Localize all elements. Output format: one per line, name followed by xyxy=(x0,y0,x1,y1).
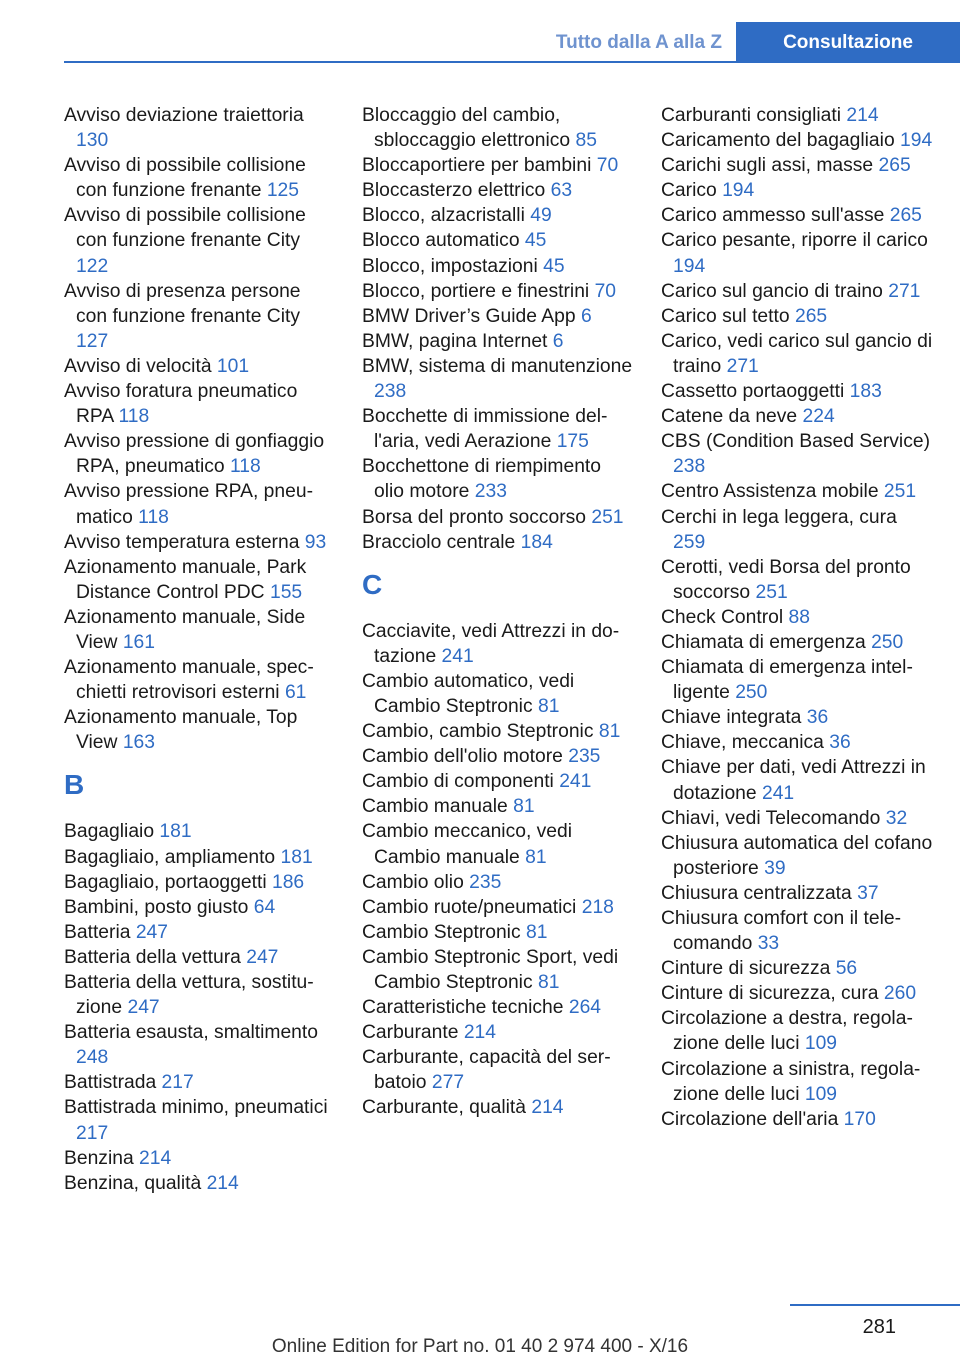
page-link[interactable]: 49 xyxy=(530,205,552,227)
page-link[interactable]: 81 xyxy=(598,721,621,743)
index-entry-text: Cambio Steptronic xyxy=(362,921,521,943)
index-entry-text: Cassetto portaoggetti xyxy=(661,381,845,403)
index-entry xyxy=(362,153,634,178)
page-link[interactable]: 37 xyxy=(857,882,879,904)
page-link[interactable]: 170 xyxy=(843,1108,876,1130)
index-entry xyxy=(362,995,634,1020)
index-entry xyxy=(362,920,634,945)
index-entry-text: Avviso pressione RPA, pneumatico xyxy=(64,481,313,528)
index-entry-text: Chiave per dati, vedi Attrezzi in dotazione xyxy=(661,757,926,804)
index-entry xyxy=(64,1070,336,1095)
index-entry xyxy=(362,895,634,920)
index-entry xyxy=(362,819,634,869)
page-link[interactable]: 122 xyxy=(76,255,109,277)
index-entry-text: Cambio dell'olio motore xyxy=(362,746,563,768)
page-link[interactable]: 248 xyxy=(76,1047,109,1069)
index-entry xyxy=(64,1171,336,1196)
index-entry-text: Batteria della vettura, sostituzione xyxy=(64,972,314,1019)
index-entry xyxy=(64,655,336,705)
index-entry-text: BMW, sistema di manutenzione xyxy=(362,355,633,377)
index-entry xyxy=(64,1020,336,1070)
index-entry xyxy=(661,705,933,730)
index-entry-text: Bocchette di immissione dell'aria, vedi Aerazione xyxy=(362,406,608,453)
index-entry-text: Blocco automatico xyxy=(362,230,520,252)
page-link[interactable]: 109 xyxy=(804,1083,838,1105)
page-link[interactable]: 183 xyxy=(849,381,882,403)
index-entry-text: Bracciolo centrale xyxy=(362,531,516,553)
page-link[interactable]: 81 xyxy=(513,796,535,818)
index-entry xyxy=(661,178,933,203)
index-entry-text: Avviso foratura pneumatico RPA xyxy=(64,381,298,428)
index-entry-text: Carburanti consigliati xyxy=(661,105,842,126)
index-entry xyxy=(661,304,933,329)
index-entry-text: Cambio olio xyxy=(362,871,464,893)
index-entry xyxy=(661,831,933,881)
page-link[interactable]: 81 xyxy=(525,921,548,943)
index-entry xyxy=(362,870,634,895)
header-chapter-tab[interactable]: Consultazione xyxy=(736,22,960,63)
index-entry xyxy=(362,794,634,819)
index-entry xyxy=(64,153,336,203)
index-entry xyxy=(661,1057,933,1107)
index-entry-text: Circolazione a sinistra, regolazione delle luci xyxy=(661,1058,921,1105)
index-entry xyxy=(362,178,634,203)
index-entry-text: Chiave integrata xyxy=(661,707,802,729)
index-entry-text: Cerotti, vedi Borsa del pronto soccorso xyxy=(661,556,911,603)
index-entry-text: Borsa del pronto soccorso xyxy=(362,506,586,528)
index-entry xyxy=(362,279,634,304)
index-entry xyxy=(661,981,933,1006)
page-link[interactable]: 64 xyxy=(253,896,276,918)
index-entry xyxy=(661,956,933,981)
index-column-1 xyxy=(64,103,336,1196)
index-entry xyxy=(661,203,933,228)
index-entry-text: Azionamento manuale, Top View xyxy=(64,707,298,754)
index-entry xyxy=(64,279,336,354)
page-link[interactable]: 88 xyxy=(788,606,810,628)
page-link[interactable]: 81 xyxy=(537,695,560,717)
page-link[interactable]: 235 xyxy=(469,871,502,893)
index-entry-text: Carico sul tetto xyxy=(661,305,790,327)
index-column-2 xyxy=(362,103,634,1121)
page-link[interactable]: 70 xyxy=(594,280,617,302)
index-entry-text: Cambio Steptronic Sport, vedi Cambio Steptronic xyxy=(362,946,619,993)
index-entry-text: Avviso di presenza persone con funzione frenante City xyxy=(64,280,301,327)
index-entry xyxy=(661,404,933,429)
index-entry-text: Avviso deviazione traiettoria xyxy=(64,105,304,126)
index-entry-text: Bocchettone di riempimento olio motore xyxy=(362,456,602,503)
index-entry-text: Cinture di sicurezza xyxy=(661,958,831,980)
page-link[interactable]: 70 xyxy=(596,155,619,177)
index-entry xyxy=(362,719,634,744)
index-entry xyxy=(362,1045,634,1095)
index-entry-text: Carico pesante, riporre il carico xyxy=(661,230,928,252)
page-link[interactable]: 63 xyxy=(550,180,573,202)
index-entry xyxy=(362,228,634,253)
edition-footer: Online Edition for Part no. 01 40 2 974 400 - X/16 xyxy=(271,1336,689,1357)
index-entry-text: Cacciavite, vedi Attrezzi in dotazione xyxy=(362,620,620,667)
index-entry-text: Batteria della vettura xyxy=(64,946,241,968)
page-link[interactable]: 118 xyxy=(118,406,150,428)
page-link[interactable]: 241 xyxy=(761,782,795,804)
index-entry xyxy=(661,605,933,630)
index-entry-text: CBS (Condition Based Service) xyxy=(661,431,930,453)
index-entry xyxy=(661,153,933,178)
page-link[interactable]: 194 xyxy=(722,180,755,202)
index-entry xyxy=(64,479,336,529)
index-entry-text: Bloccasterzo elettrico xyxy=(362,180,546,202)
index-letter-heading: B xyxy=(64,769,85,801)
index-entry-text: Battistrada xyxy=(64,1072,157,1094)
page-link[interactable]: 214 xyxy=(463,1022,496,1044)
index-entry-text: Carico, vedi carico sul gancio di traino xyxy=(661,330,933,377)
page-link[interactable]: 118 xyxy=(229,456,261,478)
page-link[interactable]: 36 xyxy=(829,732,851,754)
index-entry xyxy=(661,479,933,504)
index-entry xyxy=(64,530,336,555)
page-link[interactable]: 194 xyxy=(673,255,706,277)
index-entry xyxy=(661,228,933,278)
page-link[interactable]: 109 xyxy=(804,1033,838,1055)
index-entry-text: Chiusura automatica del cofano posteriore xyxy=(661,832,933,879)
page-link[interactable]: 233 xyxy=(474,481,507,503)
index-entry-text: Batteria xyxy=(64,921,131,943)
index-entry xyxy=(661,755,933,805)
index-entry xyxy=(64,845,336,870)
index-entry-text: Chiave, meccanica xyxy=(661,732,824,754)
page-link[interactable]: 130 xyxy=(76,130,109,152)
index-entry-text: Blocco, impostazioni xyxy=(362,255,538,277)
index-entry-text: Cambio automatico, vedi Cambio Steptronic xyxy=(362,670,575,717)
page-link[interactable]: 81 xyxy=(537,972,560,993)
index-entry-text: Cambio meccanico, vedi Cambio manuale xyxy=(362,821,573,868)
page-link[interactable]: 217 xyxy=(76,1122,109,1144)
index-entry-text: Avviso temperatura esterna xyxy=(64,531,300,553)
index-entry xyxy=(661,379,933,404)
index-entry xyxy=(64,1146,336,1171)
index-entry-text: Carburante, capacità del serbatoio xyxy=(362,1047,611,1094)
page-link[interactable]: 32 xyxy=(885,807,908,829)
index-entry-text: Azionamento manuale, specchietti retrovisori esterni xyxy=(64,657,314,704)
page-link[interactable]: 247 xyxy=(127,997,160,1019)
page-number: 281 xyxy=(862,1316,896,1338)
page-link[interactable]: 271 xyxy=(726,355,759,377)
index-entry-text: Carburante xyxy=(362,1022,459,1044)
index-entry xyxy=(661,1006,933,1056)
index-entry-text: Bagagliaio, ampliamento xyxy=(64,846,276,868)
page-link[interactable]: 247 xyxy=(246,946,279,968)
index-entry-text: Avviso pressione di gonfiaggio RPA, pneumatico xyxy=(64,431,325,478)
page-link[interactable]: 264 xyxy=(568,997,602,1019)
index-entry xyxy=(661,630,933,655)
page-link[interactable]: 224 xyxy=(802,406,835,428)
page-link[interactable]: 61 xyxy=(284,682,307,704)
index-entry-text: Catene da neve xyxy=(661,406,798,428)
page-link[interactable]: 241 xyxy=(441,645,474,667)
page-link[interactable]: 45 xyxy=(524,230,547,252)
index-entry-text: BMW, pagina Internet xyxy=(362,330,548,352)
page-link[interactable]: 265 xyxy=(878,155,911,177)
page-link[interactable]: 238 xyxy=(374,381,407,403)
index-entry xyxy=(64,945,336,970)
index-entry xyxy=(64,819,336,844)
index-entry xyxy=(64,605,336,655)
page-link[interactable]: 271 xyxy=(888,280,921,302)
page-link[interactable]: 218 xyxy=(581,896,614,918)
index-entry-text: Chiamata di emergenza xyxy=(661,631,866,653)
index-entry-text: Cinture di sicurezza, cura xyxy=(661,983,879,1005)
index-entry-text: Avviso di velocità xyxy=(64,355,212,377)
page-link[interactable]: 259 xyxy=(673,531,706,553)
page-link[interactable]: 217 xyxy=(161,1072,194,1094)
page-link[interactable]: 277 xyxy=(431,1072,465,1094)
index-entry xyxy=(661,806,933,831)
page-link[interactable]: 6 xyxy=(580,305,592,327)
page-link[interactable]: 181 xyxy=(159,821,192,843)
index-entry-text: Cambio, cambio Steptronic xyxy=(362,721,594,743)
index-entry-text: Blocco, alzacristalli xyxy=(362,205,525,227)
index-entry xyxy=(661,329,933,379)
page-link[interactable]: 235 xyxy=(568,746,601,768)
page-link[interactable]: 161 xyxy=(122,631,155,653)
index-entry xyxy=(362,1095,634,1120)
index-entry xyxy=(661,881,933,906)
page-link[interactable]: 184 xyxy=(520,531,553,553)
index-entry-text: Centro Assistenza mobile xyxy=(661,481,879,503)
index-entry-text: Avviso di possibile collisione con funzione frenante xyxy=(64,155,306,202)
index-entry xyxy=(64,429,336,479)
index-entry-text: Benzina, qualità xyxy=(64,1172,202,1194)
page-link[interactable]: 251 xyxy=(883,481,917,503)
index-entry-text: Benzina xyxy=(64,1147,134,1169)
index-entry xyxy=(362,669,634,719)
page-link[interactable]: 265 xyxy=(794,305,828,327)
page-link[interactable]: 101 xyxy=(216,355,250,377)
index-entry-text: Caricamento del bagagliaio xyxy=(661,130,895,152)
index-entry-text: BMW Driver’s Guide App xyxy=(362,305,576,327)
index-entry xyxy=(64,870,336,895)
index-entry-text: Circolazione a destra, regolazione delle luci xyxy=(661,1008,913,1055)
index-entry xyxy=(64,1095,336,1145)
page-link[interactable]: 250 xyxy=(735,682,768,704)
page-link[interactable]: 214 xyxy=(531,1097,564,1119)
page-link[interactable]: 186 xyxy=(271,871,305,893)
index-entry xyxy=(661,128,933,153)
index-entry xyxy=(661,730,933,755)
index-entry xyxy=(362,354,634,404)
page-link[interactable]: 155 xyxy=(269,581,303,603)
index-entry xyxy=(64,354,336,379)
index-entry xyxy=(661,279,933,304)
index-entry-text: Blocco, portiere e finestrini xyxy=(362,280,590,302)
index-entry xyxy=(362,404,634,454)
index-entry xyxy=(362,769,634,794)
page-link[interactable]: 251 xyxy=(591,506,624,528)
page-link[interactable]: 175 xyxy=(556,431,589,453)
index-entry-text: Chiamata di emergenza intelligente xyxy=(661,657,913,704)
index-entry xyxy=(64,920,336,945)
index-entry xyxy=(64,555,336,605)
index-entry-text: Check Control xyxy=(661,606,784,628)
page-link[interactable]: 36 xyxy=(806,707,829,729)
index-column-3 xyxy=(661,103,933,1132)
index-entry-text: Batteria esausta, smaltimento xyxy=(64,1022,318,1044)
page-link[interactable]: 45 xyxy=(543,255,565,277)
index-entry-text: Bloccaggio del cambio, sbloccaggio elettronico xyxy=(362,105,571,152)
page-link[interactable]: 214 xyxy=(846,105,879,126)
index-entry xyxy=(64,103,336,153)
index-entry-text: Cambio manuale xyxy=(362,796,508,818)
page-link[interactable]: 125 xyxy=(266,180,299,202)
index-entry xyxy=(661,906,933,956)
index-entry xyxy=(362,505,634,530)
index-entry xyxy=(64,379,336,429)
page-link[interactable]: 260 xyxy=(883,983,917,1005)
index-entry-text: Circolazione dell'aria xyxy=(661,1108,839,1130)
index-entry-text: Carico ammesso sull'asse xyxy=(661,205,885,227)
index-entry xyxy=(362,203,634,228)
page-link[interactable]: 250 xyxy=(871,631,904,653)
index-entry xyxy=(64,705,336,755)
index-letter-heading: C xyxy=(362,568,383,600)
index-entry-text: Cerchi in lega leggera, cura xyxy=(661,506,897,528)
index-entry xyxy=(661,505,933,555)
page-link[interactable]: 181 xyxy=(280,846,313,868)
index-entry xyxy=(661,1107,933,1132)
index-entry-text: Bambini, posto giusto xyxy=(64,896,249,918)
index-entry-text: Caratteristiche tecniche xyxy=(362,997,564,1019)
index-entry-text: Carico xyxy=(661,180,717,202)
index-entry-text: Cambio di componenti xyxy=(362,771,554,793)
index-entry-text: Carico sul gancio di traino xyxy=(661,280,883,302)
index-entry xyxy=(661,103,933,128)
index-entry xyxy=(362,1020,634,1045)
index-entry xyxy=(362,619,634,669)
page-link[interactable]: 56 xyxy=(835,958,858,980)
index-entry-text: Azionamento manuale, Side View xyxy=(64,606,306,653)
index-entry-text: Azionamento manuale, Park Distance Control PDC xyxy=(64,556,307,603)
index-entry-text: Carichi sugli assi, masse xyxy=(661,155,874,177)
index-entry xyxy=(362,530,634,555)
index-entry xyxy=(362,744,634,769)
index-entry-text: Chiusura centralizzata xyxy=(661,882,852,904)
index-entry xyxy=(362,329,634,354)
page-link[interactable]: 127 xyxy=(76,330,109,352)
index-entry xyxy=(362,304,634,329)
index-entry-text: Bloccaportiere per bambini xyxy=(362,155,592,177)
page-link[interactable]: 81 xyxy=(525,846,547,868)
page-link[interactable]: 265 xyxy=(889,205,922,227)
page-link[interactable]: 247 xyxy=(135,921,168,943)
index-entry xyxy=(362,103,634,153)
page-link[interactable]: 93 xyxy=(304,531,327,553)
index-entry-text: Chiusura comfort con il telecomando xyxy=(661,908,902,955)
page-link[interactable]: 214 xyxy=(139,1147,172,1169)
index-entry-text: Avviso di possibile collisione con funzione frenante City xyxy=(64,205,306,252)
index-entry-text: Battistrada minimo, pneumatici xyxy=(64,1097,328,1119)
index-entry xyxy=(362,254,634,279)
page-link[interactable]: 241 xyxy=(559,771,592,793)
index-entry-text: Chiavi, vedi Telecomando xyxy=(661,807,881,829)
index-entry xyxy=(362,454,634,504)
page-link[interactable]: 6 xyxy=(552,330,564,352)
index-entry xyxy=(64,203,336,278)
index-entry-text: Bagagliaio xyxy=(64,821,155,843)
page-link[interactable]: 194 xyxy=(900,130,933,152)
index-entry xyxy=(661,429,933,479)
index-entry xyxy=(64,895,336,920)
page-link[interactable]: 85 xyxy=(575,130,597,152)
footer-rule xyxy=(790,1304,960,1306)
page-link[interactable]: 118 xyxy=(138,506,169,528)
page-link[interactable]: 39 xyxy=(764,857,786,879)
header-section-tab[interactable]: Tutto dalla A alla Z xyxy=(555,31,722,53)
index-entry xyxy=(661,555,933,605)
index-entry xyxy=(362,945,634,995)
index-entry-text: Carburante, qualità xyxy=(362,1097,526,1119)
page-link[interactable]: 214 xyxy=(206,1172,239,1194)
page-link[interactable]: 163 xyxy=(122,732,155,754)
index-entry-text: Cambio ruote/pneumatici xyxy=(362,896,577,918)
page-link[interactable]: 251 xyxy=(755,581,788,603)
page-link[interactable]: 33 xyxy=(757,933,780,955)
page-link[interactable]: 238 xyxy=(673,456,706,478)
index-entry xyxy=(661,655,933,705)
index-entry-text: Bagagliaio, portaoggetti xyxy=(64,871,267,893)
index-entry xyxy=(64,970,336,1020)
